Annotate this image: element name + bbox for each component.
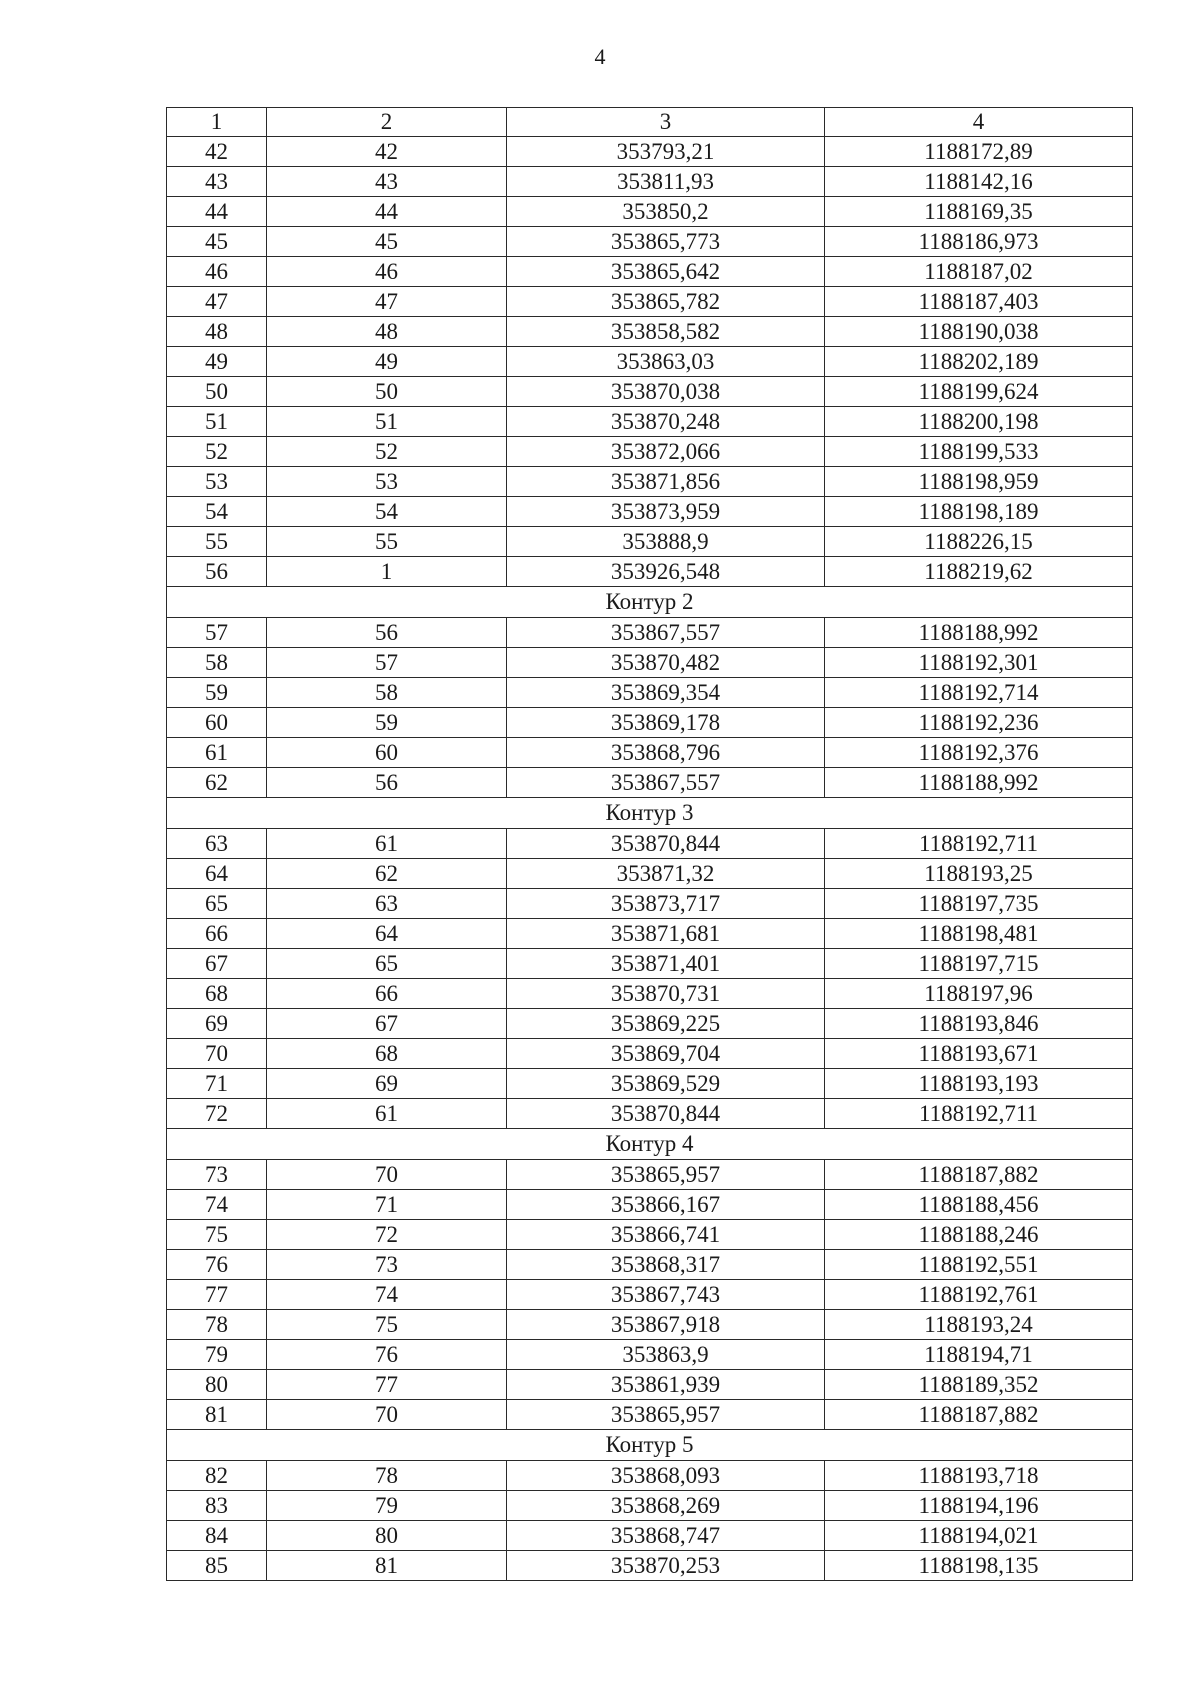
table-row bbox=[167, 738, 1133, 768]
point-number-cell: 76 bbox=[167, 1250, 267, 1280]
y-coordinate-cell: 1188193,193 bbox=[825, 1069, 1133, 1099]
x-coordinate-cell: 353871,856 bbox=[507, 467, 825, 497]
vertex-number-cell: 52 bbox=[267, 437, 507, 467]
x-coordinate-cell: 353867,557 bbox=[507, 618, 825, 648]
y-coordinate-cell: 1188193,25 bbox=[825, 859, 1133, 889]
vertex-number-cell: 73 bbox=[267, 1250, 507, 1280]
x-coordinate-cell: 353863,03 bbox=[507, 347, 825, 377]
x-coordinate-cell: 353865,642 bbox=[507, 257, 825, 287]
section-title: Контур 3 bbox=[167, 798, 1133, 829]
page-number: 4 bbox=[594, 44, 606, 69]
x-coordinate-cell: 353866,167 bbox=[507, 1190, 825, 1220]
y-coordinate-cell: 1188192,761 bbox=[825, 1280, 1133, 1310]
table-row bbox=[167, 1160, 1133, 1190]
vertex-number-cell: 74 bbox=[267, 1280, 507, 1310]
table-header-row bbox=[167, 108, 1133, 137]
y-coordinate-cell: 1188193,24 bbox=[825, 1310, 1133, 1340]
table-row bbox=[167, 347, 1133, 377]
y-coordinate-cell: 1188192,711 bbox=[825, 829, 1133, 859]
table-row bbox=[167, 137, 1133, 167]
point-number-cell: 79 bbox=[167, 1340, 267, 1370]
x-coordinate-cell: 353865,773 bbox=[507, 227, 825, 257]
x-coordinate-cell: 353865,957 bbox=[507, 1160, 825, 1190]
y-coordinate-cell: 1188193,846 bbox=[825, 1009, 1133, 1039]
table-row bbox=[167, 317, 1133, 347]
x-coordinate-cell: 353867,557 bbox=[507, 768, 825, 798]
table-row bbox=[167, 1340, 1133, 1370]
table-row bbox=[167, 497, 1133, 527]
y-coordinate-cell: 1188198,481 bbox=[825, 919, 1133, 949]
table-body bbox=[167, 108, 1133, 1581]
point-number-cell: 78 bbox=[167, 1310, 267, 1340]
x-coordinate-cell: 353870,482 bbox=[507, 648, 825, 678]
section-header-row bbox=[167, 587, 1133, 618]
section-title: Контур 5 bbox=[167, 1430, 1133, 1461]
y-coordinate-cell: 1188199,533 bbox=[825, 437, 1133, 467]
vertex-number-cell: 55 bbox=[267, 527, 507, 557]
vertex-number-cell: 49 bbox=[267, 347, 507, 377]
vertex-number-cell: 70 bbox=[267, 1160, 507, 1190]
vertex-number-cell: 42 bbox=[267, 137, 507, 167]
point-number-cell: 70 bbox=[167, 1039, 267, 1069]
x-coordinate-cell: 353868,796 bbox=[507, 738, 825, 768]
vertex-number-cell: 68 bbox=[267, 1039, 507, 1069]
y-coordinate-cell: 1188172,89 bbox=[825, 137, 1133, 167]
table-row bbox=[167, 1250, 1133, 1280]
vertex-number-cell: 57 bbox=[267, 648, 507, 678]
y-coordinate-cell: 1188198,135 bbox=[825, 1551, 1133, 1581]
x-coordinate-cell: 353871,32 bbox=[507, 859, 825, 889]
point-number-cell: 61 bbox=[167, 738, 267, 768]
y-coordinate-cell: 1188194,71 bbox=[825, 1340, 1133, 1370]
x-coordinate-cell: 353870,844 bbox=[507, 829, 825, 859]
vertex-number-cell: 47 bbox=[267, 287, 507, 317]
y-coordinate-cell: 1188189,352 bbox=[825, 1370, 1133, 1400]
y-coordinate-cell: 1188192,711 bbox=[825, 1099, 1133, 1129]
coordinates-table bbox=[166, 107, 1133, 1581]
point-number-cell: 64 bbox=[167, 859, 267, 889]
point-number-cell: 60 bbox=[167, 708, 267, 738]
y-coordinate-cell: 1188192,301 bbox=[825, 648, 1133, 678]
y-coordinate-cell: 1188226,15 bbox=[825, 527, 1133, 557]
vertex-number-cell: 61 bbox=[267, 829, 507, 859]
table-row bbox=[167, 708, 1133, 738]
point-number-cell: 68 bbox=[167, 979, 267, 1009]
point-number-cell: 63 bbox=[167, 829, 267, 859]
vertex-number-cell: 61 bbox=[267, 1099, 507, 1129]
section-title: Контур 2 bbox=[167, 587, 1133, 618]
point-number-cell: 42 bbox=[167, 137, 267, 167]
table-row bbox=[167, 1069, 1133, 1099]
x-coordinate-cell: 353870,731 bbox=[507, 979, 825, 1009]
x-coordinate-cell: 353872,066 bbox=[507, 437, 825, 467]
vertex-number-cell: 67 bbox=[267, 1009, 507, 1039]
vertex-number-cell: 60 bbox=[267, 738, 507, 768]
section-title: Контур 4 bbox=[167, 1129, 1133, 1160]
y-coordinate-cell: 1188197,96 bbox=[825, 979, 1133, 1009]
vertex-number-cell: 46 bbox=[267, 257, 507, 287]
point-number-cell: 81 bbox=[167, 1400, 267, 1430]
table-row bbox=[167, 648, 1133, 678]
vertex-number-cell: 65 bbox=[267, 949, 507, 979]
vertex-number-cell: 44 bbox=[267, 197, 507, 227]
table-row bbox=[167, 437, 1133, 467]
y-coordinate-cell: 1188219,62 bbox=[825, 557, 1133, 587]
point-number-cell: 43 bbox=[167, 167, 267, 197]
x-coordinate-cell: 353868,317 bbox=[507, 1250, 825, 1280]
point-number-cell: 58 bbox=[167, 648, 267, 678]
table-row bbox=[167, 407, 1133, 437]
table-row bbox=[167, 1220, 1133, 1250]
table-row bbox=[167, 467, 1133, 497]
x-coordinate-cell: 353873,717 bbox=[507, 889, 825, 919]
section-header-row bbox=[167, 798, 1133, 829]
vertex-number-cell: 71 bbox=[267, 1190, 507, 1220]
x-coordinate-cell: 353926,548 bbox=[507, 557, 825, 587]
point-number-cell: 48 bbox=[167, 317, 267, 347]
table-row bbox=[167, 1039, 1133, 1069]
table-row bbox=[167, 1400, 1133, 1430]
table-row bbox=[167, 1521, 1133, 1551]
point-number-cell: 52 bbox=[167, 437, 267, 467]
x-coordinate-cell: 353870,038 bbox=[507, 377, 825, 407]
x-coordinate-cell: 353793,21 bbox=[507, 137, 825, 167]
y-coordinate-cell: 1188192,551 bbox=[825, 1250, 1133, 1280]
column-header: 1 bbox=[167, 108, 267, 137]
y-coordinate-cell: 1188197,735 bbox=[825, 889, 1133, 919]
y-coordinate-cell: 1188187,403 bbox=[825, 287, 1133, 317]
x-coordinate-cell: 353867,918 bbox=[507, 1310, 825, 1340]
vertex-number-cell: 70 bbox=[267, 1400, 507, 1430]
table-row bbox=[167, 829, 1133, 859]
point-number-cell: 75 bbox=[167, 1220, 267, 1250]
point-number-cell: 49 bbox=[167, 347, 267, 377]
point-number-cell: 57 bbox=[167, 618, 267, 648]
x-coordinate-cell: 353867,743 bbox=[507, 1280, 825, 1310]
vertex-number-cell: 66 bbox=[267, 979, 507, 1009]
y-coordinate-cell: 1188188,992 bbox=[825, 618, 1133, 648]
column-header: 2 bbox=[267, 108, 507, 137]
vertex-number-cell: 81 bbox=[267, 1551, 507, 1581]
y-coordinate-cell: 1188188,246 bbox=[825, 1220, 1133, 1250]
table-row bbox=[167, 227, 1133, 257]
point-number-cell: 53 bbox=[167, 467, 267, 497]
x-coordinate-cell: 353871,681 bbox=[507, 919, 825, 949]
y-coordinate-cell: 1188198,959 bbox=[825, 467, 1133, 497]
vertex-number-cell: 77 bbox=[267, 1370, 507, 1400]
table-row bbox=[167, 527, 1133, 557]
point-number-cell: 56 bbox=[167, 557, 267, 587]
vertex-number-cell: 1 bbox=[267, 557, 507, 587]
point-number-cell: 74 bbox=[167, 1190, 267, 1220]
point-number-cell: 71 bbox=[167, 1069, 267, 1099]
y-coordinate-cell: 1188186,973 bbox=[825, 227, 1133, 257]
table-row bbox=[167, 678, 1133, 708]
y-coordinate-cell: 1188198,189 bbox=[825, 497, 1133, 527]
vertex-number-cell: 75 bbox=[267, 1310, 507, 1340]
table-row bbox=[167, 1099, 1133, 1129]
y-coordinate-cell: 1188188,992 bbox=[825, 768, 1133, 798]
table-row bbox=[167, 1310, 1133, 1340]
table-row bbox=[167, 377, 1133, 407]
y-coordinate-cell: 1188192,376 bbox=[825, 738, 1133, 768]
x-coordinate-cell: 353850,2 bbox=[507, 197, 825, 227]
vertex-number-cell: 59 bbox=[267, 708, 507, 738]
x-coordinate-cell: 353858,582 bbox=[507, 317, 825, 347]
point-number-cell: 62 bbox=[167, 768, 267, 798]
vertex-number-cell: 72 bbox=[267, 1220, 507, 1250]
x-coordinate-cell: 353861,939 bbox=[507, 1370, 825, 1400]
point-number-cell: 82 bbox=[167, 1461, 267, 1491]
vertex-number-cell: 69 bbox=[267, 1069, 507, 1099]
x-coordinate-cell: 353865,957 bbox=[507, 1400, 825, 1430]
y-coordinate-cell: 1188200,198 bbox=[825, 407, 1133, 437]
x-coordinate-cell: 353868,093 bbox=[507, 1461, 825, 1491]
vertex-number-cell: 45 bbox=[267, 227, 507, 257]
table-row bbox=[167, 257, 1133, 287]
y-coordinate-cell: 1188187,882 bbox=[825, 1400, 1133, 1430]
x-coordinate-cell: 353869,529 bbox=[507, 1069, 825, 1099]
vertex-number-cell: 56 bbox=[267, 618, 507, 648]
x-coordinate-cell: 353873,959 bbox=[507, 497, 825, 527]
table-row bbox=[167, 1280, 1133, 1310]
vertex-number-cell: 78 bbox=[267, 1461, 507, 1491]
vertex-number-cell: 80 bbox=[267, 1521, 507, 1551]
point-number-cell: 46 bbox=[167, 257, 267, 287]
vertex-number-cell: 64 bbox=[267, 919, 507, 949]
x-coordinate-cell: 353869,225 bbox=[507, 1009, 825, 1039]
point-number-cell: 50 bbox=[167, 377, 267, 407]
table-row bbox=[167, 949, 1133, 979]
vertex-number-cell: 79 bbox=[267, 1491, 507, 1521]
point-number-cell: 65 bbox=[167, 889, 267, 919]
table-row bbox=[167, 1461, 1133, 1491]
vertex-number-cell: 43 bbox=[267, 167, 507, 197]
point-number-cell: 47 bbox=[167, 287, 267, 317]
point-number-cell: 66 bbox=[167, 919, 267, 949]
y-coordinate-cell: 1188199,624 bbox=[825, 377, 1133, 407]
x-coordinate-cell: 353868,269 bbox=[507, 1491, 825, 1521]
y-coordinate-cell: 1188169,35 bbox=[825, 197, 1133, 227]
table-row bbox=[167, 287, 1133, 317]
x-coordinate-cell: 353869,178 bbox=[507, 708, 825, 738]
x-coordinate-cell: 353869,354 bbox=[507, 678, 825, 708]
y-coordinate-cell: 1188190,038 bbox=[825, 317, 1133, 347]
vertex-number-cell: 53 bbox=[267, 467, 507, 497]
table-row bbox=[167, 889, 1133, 919]
y-coordinate-cell: 1188194,021 bbox=[825, 1521, 1133, 1551]
table-row bbox=[167, 1009, 1133, 1039]
point-number-cell: 80 bbox=[167, 1370, 267, 1400]
point-number-cell: 67 bbox=[167, 949, 267, 979]
x-coordinate-cell: 353870,253 bbox=[507, 1551, 825, 1581]
y-coordinate-cell: 1188197,715 bbox=[825, 949, 1133, 979]
y-coordinate-cell: 1188188,456 bbox=[825, 1190, 1133, 1220]
x-coordinate-cell: 353871,401 bbox=[507, 949, 825, 979]
y-coordinate-cell: 1188202,189 bbox=[825, 347, 1133, 377]
point-number-cell: 45 bbox=[167, 227, 267, 257]
point-number-cell: 85 bbox=[167, 1551, 267, 1581]
point-number-cell: 84 bbox=[167, 1521, 267, 1551]
vertex-number-cell: 54 bbox=[267, 497, 507, 527]
x-coordinate-cell: 353865,782 bbox=[507, 287, 825, 317]
table-row bbox=[167, 557, 1133, 587]
x-coordinate-cell: 353870,248 bbox=[507, 407, 825, 437]
y-coordinate-cell: 1188192,236 bbox=[825, 708, 1133, 738]
x-coordinate-cell: 353868,747 bbox=[507, 1521, 825, 1551]
y-coordinate-cell: 1188193,718 bbox=[825, 1461, 1133, 1491]
point-number-cell: 83 bbox=[167, 1491, 267, 1521]
point-number-cell: 69 bbox=[167, 1009, 267, 1039]
section-header-row bbox=[167, 1129, 1133, 1160]
vertex-number-cell: 50 bbox=[267, 377, 507, 407]
vertex-number-cell: 48 bbox=[267, 317, 507, 347]
table-row bbox=[167, 1190, 1133, 1220]
vertex-number-cell: 56 bbox=[267, 768, 507, 798]
x-coordinate-cell: 353866,741 bbox=[507, 1220, 825, 1250]
column-header: 3 bbox=[507, 108, 825, 137]
y-coordinate-cell: 1188187,02 bbox=[825, 257, 1133, 287]
x-coordinate-cell: 353863,9 bbox=[507, 1340, 825, 1370]
vertex-number-cell: 63 bbox=[267, 889, 507, 919]
x-coordinate-cell: 353811,93 bbox=[507, 167, 825, 197]
table-row bbox=[167, 1491, 1133, 1521]
table-row bbox=[167, 1551, 1133, 1581]
table-row bbox=[167, 167, 1133, 197]
table-row bbox=[167, 197, 1133, 227]
section-header-row bbox=[167, 1430, 1133, 1461]
y-coordinate-cell: 1188187,882 bbox=[825, 1160, 1133, 1190]
y-coordinate-cell: 1188193,671 bbox=[825, 1039, 1133, 1069]
table-row bbox=[167, 618, 1133, 648]
table-row bbox=[167, 1370, 1133, 1400]
table-row bbox=[167, 919, 1133, 949]
table-row bbox=[167, 859, 1133, 889]
table-row bbox=[167, 768, 1133, 798]
y-coordinate-cell: 1188192,714 bbox=[825, 678, 1133, 708]
table-row bbox=[167, 979, 1133, 1009]
vertex-number-cell: 62 bbox=[267, 859, 507, 889]
point-number-cell: 77 bbox=[167, 1280, 267, 1310]
vertex-number-cell: 58 bbox=[267, 678, 507, 708]
y-coordinate-cell: 1188142,16 bbox=[825, 167, 1133, 197]
x-coordinate-cell: 353888,9 bbox=[507, 527, 825, 557]
x-coordinate-cell: 353869,704 bbox=[507, 1039, 825, 1069]
point-number-cell: 44 bbox=[167, 197, 267, 227]
point-number-cell: 55 bbox=[167, 527, 267, 557]
vertex-number-cell: 76 bbox=[267, 1340, 507, 1370]
point-number-cell: 73 bbox=[167, 1160, 267, 1190]
vertex-number-cell: 51 bbox=[267, 407, 507, 437]
point-number-cell: 54 bbox=[167, 497, 267, 527]
point-number-cell: 51 bbox=[167, 407, 267, 437]
point-number-cell: 72 bbox=[167, 1099, 267, 1129]
y-coordinate-cell: 1188194,196 bbox=[825, 1491, 1133, 1521]
x-coordinate-cell: 353870,844 bbox=[507, 1099, 825, 1129]
column-header: 4 bbox=[825, 108, 1133, 137]
point-number-cell: 59 bbox=[167, 678, 267, 708]
